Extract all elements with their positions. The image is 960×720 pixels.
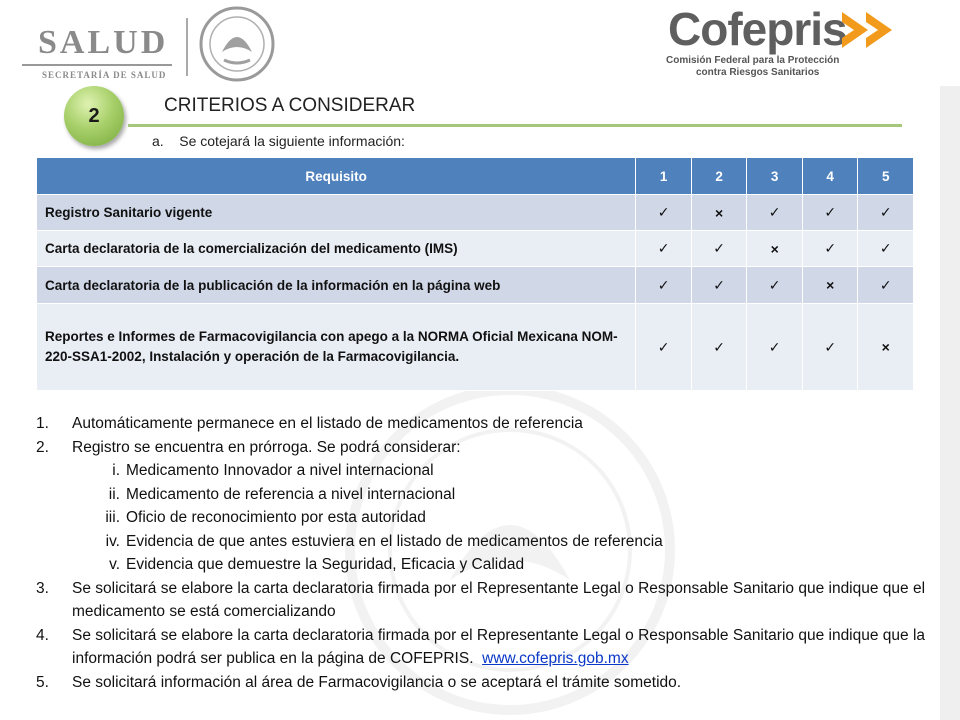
list-item-text: Automáticamente permanece en el listado de medicamentos de referencia [72, 415, 583, 432]
list-item [36, 577, 936, 624]
table-row [37, 267, 914, 304]
requisito-cell: Carta declaratoria de la publicación de la información en la página web [37, 267, 636, 304]
list-item-text: Se solicitará se elabore la carta declaratoria firmada por el Representante Legal o Responsable Sanitario que indique que el medicamento se está comercializando [72, 579, 926, 620]
salud-logo-word: SALUD [38, 24, 169, 61]
section-subtitle [152, 133, 405, 149]
list-item-number: 2. [36, 438, 49, 456]
list-item [36, 412, 936, 436]
list-item-number: 1. [36, 415, 49, 432]
requisito-cell: Carta declaratoria de la comercialización del medicamento (IMS) [37, 231, 636, 267]
criteria-notes-list [36, 412, 936, 694]
cofepris-website-link[interactable]: www.cofepris.gob.mx [482, 650, 629, 667]
section-title-underline [128, 124, 902, 127]
list-item-number: 5. [36, 673, 49, 691]
cofepris-logo-subtitle-1: Comisión Federal para la Protección [666, 55, 840, 66]
mexico-seal-logo [192, 4, 282, 84]
subtitle-marker: a. [152, 133, 164, 149]
sub-list-item [36, 506, 936, 530]
check-mark-cell: ✓ [636, 195, 692, 231]
check-mark-cell: ✓ [802, 304, 858, 391]
list-item-text: Se solicitará información al área de Farmacovigilancia o se aceptará el trámite sometido. [72, 673, 682, 691]
cofepris-logo-word: Cofepris [668, 3, 847, 55]
cross-mark-cell: × [691, 195, 747, 231]
table-header-4: 4 [802, 158, 858, 195]
salud-logo-subtitle: SECRETARÍA DE SALUD [42, 70, 167, 80]
sub-list-item [36, 553, 936, 577]
check-mark-cell: ✓ [858, 231, 914, 267]
check-mark-cell: ✓ [802, 195, 858, 231]
cross-mark-cell: × [747, 231, 803, 267]
table-row [37, 304, 914, 391]
table-header-2: 2 [691, 158, 747, 195]
list-item-text: Registro se encuentra en prórroga. Se podrá considerar: [72, 438, 461, 456]
check-mark-cell: ✓ [747, 304, 803, 391]
cross-mark-cell: × [858, 304, 914, 391]
table-row [37, 195, 914, 231]
cofepris-arrows-icon [838, 8, 918, 52]
sub-list-item [36, 459, 936, 483]
sub-list-item-text: Oficio de reconocimiento por esta autoridad [126, 509, 426, 526]
table-header-1: 1 [636, 158, 692, 195]
cofepris-logo-subtitle-2: contra Riesgos Sanitarios [696, 67, 820, 78]
list-item-text: Se solicitará se elabore la carta declaratoria firmada por el Representante Legal o Responsable Sanitario que indique que la información podrá ser publica en la página de COFEPRIS. [72, 626, 926, 667]
check-mark-cell: ✓ [691, 231, 747, 267]
check-mark-cell: ✓ [858, 267, 914, 304]
check-mark-cell: ✓ [747, 267, 803, 304]
check-mark-cell: ✓ [636, 267, 692, 304]
sub-list-item [36, 483, 936, 507]
table-row [37, 231, 914, 267]
list-item [36, 671, 936, 695]
sub-list-item-text: Evidencia que demuestre la Seguridad, Eficacia y Calidad [126, 556, 525, 573]
list-item-number: 4. [36, 626, 49, 644]
sub-list-item-number: v. [109, 556, 120, 573]
sub-list-item-number: ii. [108, 485, 120, 503]
list-item [36, 436, 936, 460]
right-edge-bar [940, 80, 960, 720]
requirements-table [36, 157, 914, 391]
table-header-5: 5 [858, 158, 914, 195]
sub-list-item-number: iv. [105, 532, 120, 550]
table-header-row [37, 158, 914, 195]
salud-logo [22, 20, 172, 80]
check-mark-cell: ✓ [636, 231, 692, 267]
section-title: CRITERIOS A CONSIDERAR [164, 95, 416, 116]
check-mark-cell: ✓ [747, 195, 803, 231]
sub-list-item-text: Medicamento Innovador a nivel internacional [126, 462, 434, 479]
header-divider [186, 18, 188, 76]
salud-logo-rule [22, 64, 172, 66]
sub-list-item-text: Medicamento de referencia a nivel internacional [126, 485, 456, 503]
table-header-requisito: Requisito [37, 158, 636, 195]
sub-list-item [36, 530, 936, 554]
check-mark-cell: ✓ [802, 231, 858, 267]
requisito-cell: Reportes e Informes de Farmacovigilancia con apego a la NORMA Oficial Mexicana NOM-220-SSA1-2002, Instalación y operación de la Farmacovigilancia. [37, 304, 636, 391]
list-item [36, 624, 936, 671]
check-mark-cell: ✓ [858, 195, 914, 231]
requisito-cell: Registro Sanitario vigente [37, 195, 636, 231]
cross-mark-cell: × [802, 267, 858, 304]
section-number-badge: 2 [64, 86, 124, 146]
list-item-number: 3. [36, 579, 49, 597]
sub-list-item-text: Evidencia de que antes estuviera en el listado de medicamentos de referencia [126, 532, 663, 550]
check-mark-cell: ✓ [691, 267, 747, 304]
check-mark-cell: ✓ [691, 304, 747, 391]
sub-list-item-number: iii. [105, 509, 120, 526]
sub-list-item-number: i. [112, 462, 120, 479]
check-mark-cell: ✓ [636, 304, 692, 391]
table-header-3: 3 [747, 158, 803, 195]
subtitle-text: Se cotejará la siguiente información: [179, 133, 405, 149]
